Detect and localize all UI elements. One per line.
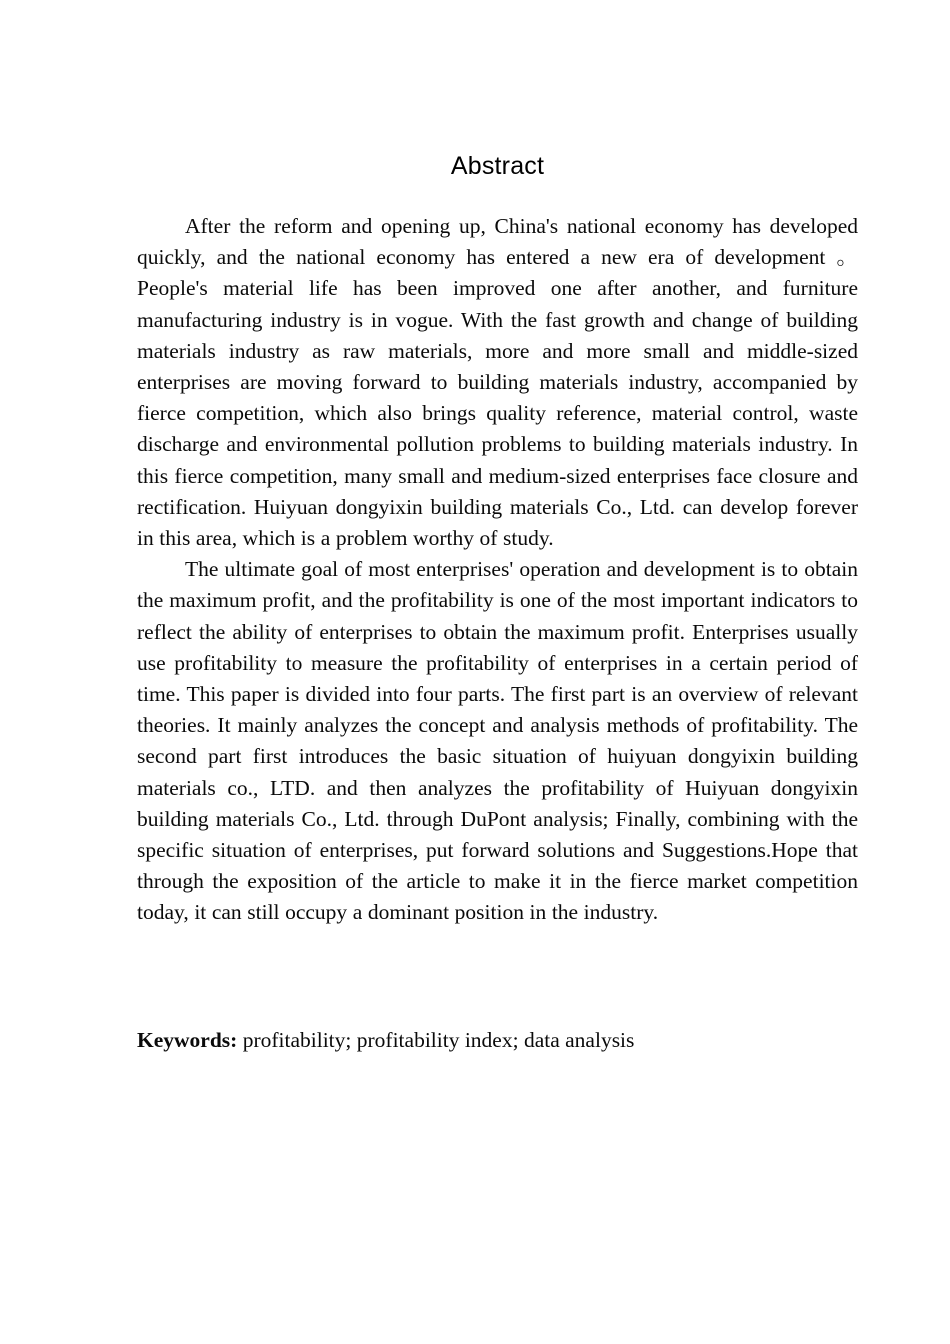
abstract-paragraph-1: After the reform and opening up, China's national economy has developed quickly, and the national economy has entered a new era of development 。People's material life has been improved one after another, and furniture manufacturing industry is in vogue. With the fast growth and change of building materials industry as raw materials, more and more small and middle-sized enterprises are moving forward to building materials industry, accompanied by fierce competition, which also brings quality reference, material control, waste discharge and environmental pollution problems to building materials industry. In this fierce competition, many small and medium-sized enterprises face closure and rectification. Huiyuan dongyixin building materials Co., Ltd. can develop forever in this area, which is a problem worthy of study. [137, 214, 858, 551]
keywords-line [137, 1025, 858, 1056]
page-content [137, 0, 858, 1056]
page-title: Abstract [450, 152, 545, 180]
keywords-value: profitability; profitability index; data analysis [237, 1027, 635, 1052]
abstract-paragraph-2: The ultimate goal of most enterprises' operation and development is to obtain the maximum profit, and the profitability is one of the most important indicators to reflect the ability of enterprises to obtain the maximum profit. Enterprises usually use profitability to measure the profitability of enterprises in a certain period of time. This paper is divided into four parts. The first part is an overview of relevant theories. It mainly analyzes the concept and analysis methods of profitability. The second part first introduces the basic situation of huiyuan dongyixin building materials co., LTD. and then analyzes the profitability of Huiyuan dongyixin building materials Co., Ltd. through DuPont analysis; Finally, combining with the specific situation of enterprises, put forward solutions and Suggestions.Hope that through the exposition of the article to make it in the fierce market competition today, it can still occupy a dominant position in the industry. [137, 557, 858, 925]
keywords-label: Keywords: [137, 1027, 238, 1052]
abstract-body [137, 211, 858, 929]
